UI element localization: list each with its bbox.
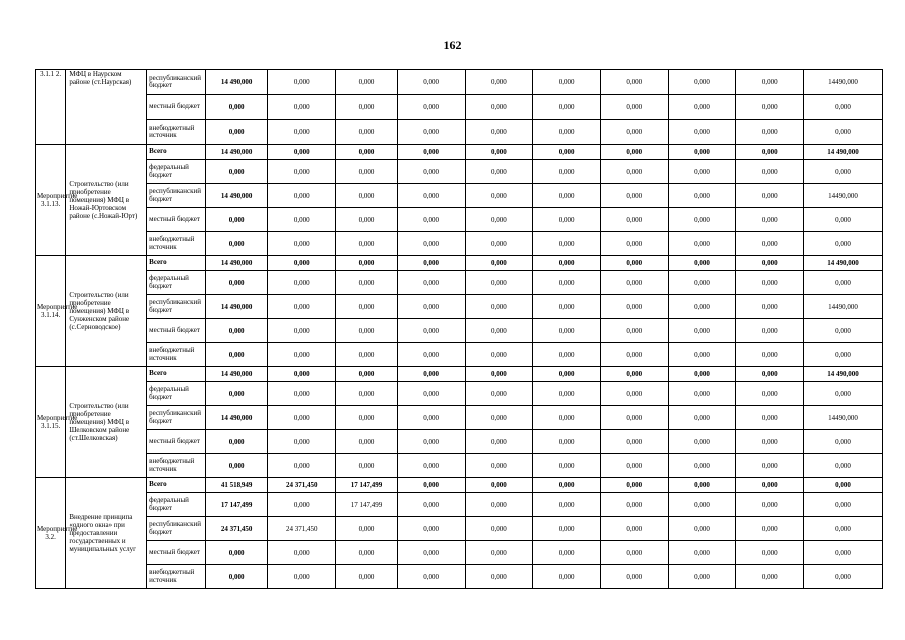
value-cell: 14 490,000 (205, 406, 268, 430)
value-cell: 0,000 (465, 184, 533, 208)
value-cell: 0,000 (397, 232, 465, 256)
table-row (36, 382, 883, 406)
value-cell: 14 490,000 (804, 145, 883, 160)
table-row (36, 541, 883, 565)
value-cell: 0,000 (804, 271, 883, 295)
value-cell: 0,000 (268, 343, 336, 367)
value-cell: 14 490,000 (205, 367, 268, 382)
value-cell: 0,000 (533, 319, 601, 343)
value-cell: 24 371,450 (205, 517, 268, 541)
activity-code: Мероприятие 3.1.15. (36, 367, 66, 478)
value-cell: 0,000 (205, 343, 268, 367)
table-row (36, 95, 883, 120)
value-cell: 0,000 (205, 565, 268, 589)
table-row (36, 271, 883, 295)
value-cell: 0,000 (736, 295, 804, 319)
value-cell: 0,000 (397, 295, 465, 319)
table-row-total (36, 478, 883, 493)
value-cell: 0,000 (465, 319, 533, 343)
value-cell: 0,000 (533, 382, 601, 406)
value-cell: 0,000 (533, 367, 601, 382)
value-cell: 0,000 (600, 295, 668, 319)
table-row (36, 120, 883, 145)
value-cell: 0,000 (336, 565, 398, 589)
value-cell: 14490,000 (804, 70, 883, 95)
value-cell: 0,000 (397, 160, 465, 184)
value-cell: 0,000 (533, 95, 601, 120)
value-cell: 0,000 (804, 382, 883, 406)
funding-source: Всего (147, 478, 206, 493)
value-cell: 0,000 (336, 517, 398, 541)
value-cell: 14 490,000 (205, 295, 268, 319)
value-cell: 0,000 (336, 271, 398, 295)
value-cell: 0,000 (600, 256, 668, 271)
value-cell: 0,000 (465, 160, 533, 184)
value-cell: 0,000 (736, 208, 804, 232)
value-cell: 0,000 (465, 517, 533, 541)
value-cell: 0,000 (205, 208, 268, 232)
value-cell: 0,000 (533, 406, 601, 430)
value-cell: 0,000 (397, 256, 465, 271)
value-cell: 0,000 (397, 343, 465, 367)
value-cell: 0,000 (804, 493, 883, 517)
value-cell: 0,000 (668, 208, 736, 232)
value-cell: 0,000 (668, 145, 736, 160)
value-cell: 0,000 (336, 145, 398, 160)
funding-source: республиканский бюджет (147, 70, 206, 95)
funding-source: республиканский бюджет (147, 517, 206, 541)
value-cell: 0,000 (736, 478, 804, 493)
value-cell: 0,000 (600, 517, 668, 541)
value-cell: 0,000 (533, 208, 601, 232)
table-row (36, 184, 883, 208)
funding-source: местный бюджет (147, 430, 206, 454)
value-cell: 0,000 (268, 406, 336, 430)
value-cell: 0,000 (533, 343, 601, 367)
value-cell: 0,000 (336, 319, 398, 343)
value-cell: 0,000 (397, 517, 465, 541)
table-body (36, 70, 883, 589)
value-cell: 0,000 (397, 145, 465, 160)
table-row (36, 430, 883, 454)
value-cell: 0,000 (268, 160, 336, 184)
value-cell: 0,000 (600, 430, 668, 454)
value-cell: 0,000 (465, 382, 533, 406)
value-cell: 0,000 (397, 208, 465, 232)
table-row (36, 343, 883, 367)
value-cell: 14490,000 (804, 295, 883, 319)
value-cell: 0,000 (533, 517, 601, 541)
value-cell: 0,000 (205, 541, 268, 565)
value-cell: 0,000 (533, 565, 601, 589)
value-cell: 0,000 (668, 367, 736, 382)
table-row (36, 493, 883, 517)
value-cell: 0,000 (600, 565, 668, 589)
activity-name: Строительство (или приобретение помещения) МФЦ в Сунженском районе (с.Серноводское) (66, 256, 147, 367)
value-cell: 0,000 (668, 160, 736, 184)
value-cell: 17 147,499 (336, 493, 398, 517)
table-row (36, 160, 883, 184)
value-cell: 0,000 (268, 382, 336, 406)
table-row (36, 295, 883, 319)
funding-source: республиканский бюджет (147, 295, 206, 319)
value-cell: 0,000 (533, 120, 601, 145)
funding-source: местный бюджет (147, 208, 206, 232)
table-row (36, 208, 883, 232)
value-cell: 0,000 (736, 541, 804, 565)
value-cell: 0,000 (736, 517, 804, 541)
value-cell: 0,000 (268, 454, 336, 478)
value-cell: 0,000 (668, 565, 736, 589)
funding-source: республиканский бюджет (147, 184, 206, 208)
value-cell: 41 518,949 (205, 478, 268, 493)
value-cell: 0,000 (336, 295, 398, 319)
value-cell: 0,000 (465, 95, 533, 120)
value-cell: 0,000 (205, 454, 268, 478)
budget-table (35, 69, 883, 589)
value-cell: 0,000 (397, 95, 465, 120)
value-cell: 0,000 (668, 271, 736, 295)
activity-code: 3.1.1 2. (36, 70, 66, 145)
table-row (36, 517, 883, 541)
value-cell: 0,000 (205, 120, 268, 145)
value-cell: 0,000 (533, 256, 601, 271)
value-cell: 0,000 (804, 160, 883, 184)
value-cell: 0,000 (736, 232, 804, 256)
value-cell: 0,000 (668, 406, 736, 430)
funding-source: Всего (147, 145, 206, 160)
value-cell: 0,000 (465, 454, 533, 478)
value-cell: 24 371,450 (268, 517, 336, 541)
value-cell: 0,000 (268, 145, 336, 160)
value-cell: 0,000 (397, 565, 465, 589)
value-cell: 0,000 (600, 95, 668, 120)
value-cell: 0,000 (804, 120, 883, 145)
value-cell: 0,000 (268, 367, 336, 382)
value-cell: 0,000 (736, 430, 804, 454)
value-cell: 0,000 (736, 95, 804, 120)
value-cell: 0,000 (397, 430, 465, 454)
value-cell: 0,000 (465, 256, 533, 271)
funding-source: федеральный бюджет (147, 160, 206, 184)
value-cell: 14 490,000 (205, 184, 268, 208)
value-cell: 0,000 (600, 271, 668, 295)
value-cell: 0,000 (736, 406, 804, 430)
value-cell: 0,000 (268, 541, 336, 565)
value-cell: 0,000 (465, 145, 533, 160)
value-cell: 0,000 (668, 120, 736, 145)
table-row (36, 454, 883, 478)
value-cell: 0,000 (205, 382, 268, 406)
funding-source: внебюджетный источник (147, 565, 206, 589)
value-cell: 0,000 (804, 454, 883, 478)
value-cell: 0,000 (533, 160, 601, 184)
funding-source: федеральный бюджет (147, 382, 206, 406)
value-cell: 0,000 (336, 120, 398, 145)
value-cell: 0,000 (205, 319, 268, 343)
value-cell: 0,000 (804, 430, 883, 454)
value-cell: 0,000 (736, 565, 804, 589)
value-cell: 0,000 (533, 184, 601, 208)
value-cell: 0,000 (465, 493, 533, 517)
value-cell: 0,000 (600, 454, 668, 478)
value-cell: 0,000 (804, 208, 883, 232)
value-cell: 0,000 (336, 70, 398, 95)
value-cell: 0,000 (736, 145, 804, 160)
activity-code: Мероприятие 3.1.14. (36, 256, 66, 367)
activity-name: Внедрение принципа «одного окна» при предоставлении государственных и муниципальных услуг (66, 478, 147, 589)
value-cell: 0,000 (600, 145, 668, 160)
value-cell: 0,000 (600, 232, 668, 256)
funding-source: федеральный бюджет (147, 271, 206, 295)
value-cell: 0,000 (268, 295, 336, 319)
value-cell: 0,000 (336, 430, 398, 454)
value-cell: 24 371,450 (268, 478, 336, 493)
value-cell: 0,000 (533, 430, 601, 454)
table-row (36, 70, 883, 95)
value-cell: 0,000 (668, 184, 736, 208)
value-cell: 0,000 (268, 493, 336, 517)
value-cell: 14 490,000 (804, 367, 883, 382)
activity-name: Строительство (или приобретение помещения) МФЦ в Шелковском районе (ст.Шелковская) (66, 367, 147, 478)
value-cell: 0,000 (600, 367, 668, 382)
value-cell: 0,000 (736, 382, 804, 406)
value-cell: 0,000 (533, 478, 601, 493)
value-cell: 0,000 (804, 541, 883, 565)
value-cell: 0,000 (205, 95, 268, 120)
value-cell: 0,000 (268, 232, 336, 256)
value-cell: 0,000 (600, 184, 668, 208)
value-cell: 0,000 (668, 493, 736, 517)
value-cell: 0,000 (804, 517, 883, 541)
value-cell: 0,000 (533, 271, 601, 295)
value-cell: 0,000 (336, 256, 398, 271)
value-cell: 0,000 (397, 184, 465, 208)
funding-source: внебюджетный источник (147, 454, 206, 478)
activity-name: Строительство (или приобретение помещения) МФЦ в Ножай-Юртовском районе (с.Ножай-Юрт) (66, 145, 147, 256)
value-cell: 0,000 (804, 565, 883, 589)
value-cell: 0,000 (600, 493, 668, 517)
funding-source: федеральный бюджет (147, 493, 206, 517)
value-cell: 0,000 (668, 454, 736, 478)
value-cell: 0,000 (668, 343, 736, 367)
value-cell: 0,000 (736, 367, 804, 382)
value-cell: 0,000 (268, 271, 336, 295)
value-cell: 0,000 (397, 541, 465, 565)
value-cell: 0,000 (465, 478, 533, 493)
value-cell: 0,000 (736, 454, 804, 478)
value-cell: 0,000 (336, 382, 398, 406)
value-cell: 0,000 (668, 478, 736, 493)
value-cell: 0,000 (397, 367, 465, 382)
value-cell: 0,000 (205, 271, 268, 295)
value-cell: 0,000 (397, 478, 465, 493)
table-row (36, 232, 883, 256)
value-cell: 0,000 (268, 565, 336, 589)
value-cell: 0,000 (600, 343, 668, 367)
value-cell: 0,000 (736, 319, 804, 343)
value-cell: 0,000 (465, 70, 533, 95)
value-cell: 14490,000 (804, 184, 883, 208)
value-cell: 0,000 (397, 120, 465, 145)
value-cell: 0,000 (533, 295, 601, 319)
value-cell: 14490,000 (804, 406, 883, 430)
table-row-total (36, 367, 883, 382)
value-cell: 0,000 (668, 295, 736, 319)
table-row (36, 406, 883, 430)
value-cell: 0,000 (736, 120, 804, 145)
value-cell: 0,000 (465, 271, 533, 295)
value-cell: 0,000 (600, 70, 668, 95)
value-cell: 0,000 (600, 160, 668, 184)
funding-source: внебюджетный источник (147, 120, 206, 145)
value-cell: 0,000 (600, 406, 668, 430)
value-cell: 0,000 (336, 406, 398, 430)
value-cell: 0,000 (465, 232, 533, 256)
value-cell: 0,000 (736, 70, 804, 95)
funding-source: местный бюджет (147, 95, 206, 120)
value-cell: 0,000 (736, 493, 804, 517)
funding-source: Всего (147, 256, 206, 271)
value-cell: 0,000 (600, 120, 668, 145)
value-cell: 0,000 (268, 184, 336, 208)
value-cell: 0,000 (397, 406, 465, 430)
value-cell: 0,000 (268, 256, 336, 271)
value-cell: 0,000 (736, 184, 804, 208)
value-cell: 0,000 (205, 430, 268, 454)
value-cell: 14 490,000 (205, 145, 268, 160)
value-cell: 0,000 (336, 541, 398, 565)
value-cell: 0,000 (465, 541, 533, 565)
value-cell: 0,000 (668, 319, 736, 343)
value-cell: 0,000 (465, 295, 533, 319)
value-cell: 0,000 (465, 565, 533, 589)
value-cell: 0,000 (205, 232, 268, 256)
value-cell: 0,000 (668, 95, 736, 120)
value-cell: 0,000 (533, 232, 601, 256)
value-cell: 17 147,499 (336, 478, 398, 493)
value-cell: 0,000 (804, 95, 883, 120)
funding-source: республиканский бюджет (147, 406, 206, 430)
value-cell: 0,000 (736, 256, 804, 271)
value-cell: 0,000 (804, 478, 883, 493)
value-cell: 14 490,000 (205, 70, 268, 95)
table-row (36, 319, 883, 343)
value-cell: 0,000 (736, 160, 804, 184)
value-cell: 14 490,000 (205, 256, 268, 271)
value-cell: 0,000 (465, 343, 533, 367)
value-cell: 0,000 (397, 493, 465, 517)
value-cell: 14 490,000 (804, 256, 883, 271)
value-cell: 0,000 (336, 208, 398, 232)
value-cell: 0,000 (336, 343, 398, 367)
value-cell: 0,000 (465, 208, 533, 232)
value-cell: 0,000 (804, 343, 883, 367)
value-cell: 0,000 (465, 367, 533, 382)
value-cell: 0,000 (397, 319, 465, 343)
value-cell: 0,000 (268, 430, 336, 454)
funding-source: внебюджетный источник (147, 232, 206, 256)
value-cell: 0,000 (465, 120, 533, 145)
value-cell: 0,000 (736, 343, 804, 367)
value-cell: 0,000 (205, 160, 268, 184)
table-row-total (36, 145, 883, 160)
table-row (36, 565, 883, 589)
value-cell: 0,000 (465, 430, 533, 454)
value-cell: 0,000 (336, 232, 398, 256)
value-cell: 0,000 (600, 208, 668, 232)
value-cell: 0,000 (804, 232, 883, 256)
value-cell: 0,000 (268, 70, 336, 95)
activity-name: МФЦ в Наурском районе (ст.Наурская) (66, 70, 147, 145)
value-cell: 0,000 (804, 319, 883, 343)
value-cell: 0,000 (668, 517, 736, 541)
value-cell: 0,000 (268, 95, 336, 120)
value-cell: 0,000 (668, 382, 736, 406)
value-cell: 0,000 (533, 145, 601, 160)
value-cell: 0,000 (668, 541, 736, 565)
value-cell: 0,000 (397, 382, 465, 406)
page-number: 162 (443, 38, 462, 52)
value-cell: 17 147,499 (205, 493, 268, 517)
value-cell: 0,000 (465, 406, 533, 430)
value-cell: 0,000 (533, 493, 601, 517)
value-cell: 0,000 (336, 184, 398, 208)
value-cell: 0,000 (533, 454, 601, 478)
value-cell: 0,000 (668, 70, 736, 95)
funding-source: местный бюджет (147, 541, 206, 565)
value-cell: 0,000 (668, 430, 736, 454)
value-cell: 0,000 (397, 70, 465, 95)
value-cell: 0,000 (336, 367, 398, 382)
value-cell: 0,000 (600, 382, 668, 406)
value-cell: 0,000 (336, 95, 398, 120)
activity-code: Мероприятие 3.1.13. (36, 145, 66, 256)
value-cell: 0,000 (336, 454, 398, 478)
funding-source: внебюджетный источник (147, 343, 206, 367)
activity-code: Мероприятие 3.2. (36, 478, 66, 589)
value-cell: 0,000 (397, 271, 465, 295)
value-cell: 0,000 (736, 271, 804, 295)
value-cell: 0,000 (336, 160, 398, 184)
value-cell: 0,000 (268, 208, 336, 232)
value-cell: 0,000 (600, 478, 668, 493)
value-cell: 0,000 (268, 319, 336, 343)
table-row-total (36, 256, 883, 271)
value-cell: 0,000 (600, 541, 668, 565)
value-cell: 0,000 (268, 120, 336, 145)
value-cell: 0,000 (533, 70, 601, 95)
value-cell: 0,000 (397, 454, 465, 478)
value-cell: 0,000 (668, 232, 736, 256)
value-cell: 0,000 (600, 319, 668, 343)
value-cell: 0,000 (668, 256, 736, 271)
value-cell: 0,000 (533, 541, 601, 565)
funding-source: Всего (147, 367, 206, 382)
funding-source: местный бюджет (147, 319, 206, 343)
